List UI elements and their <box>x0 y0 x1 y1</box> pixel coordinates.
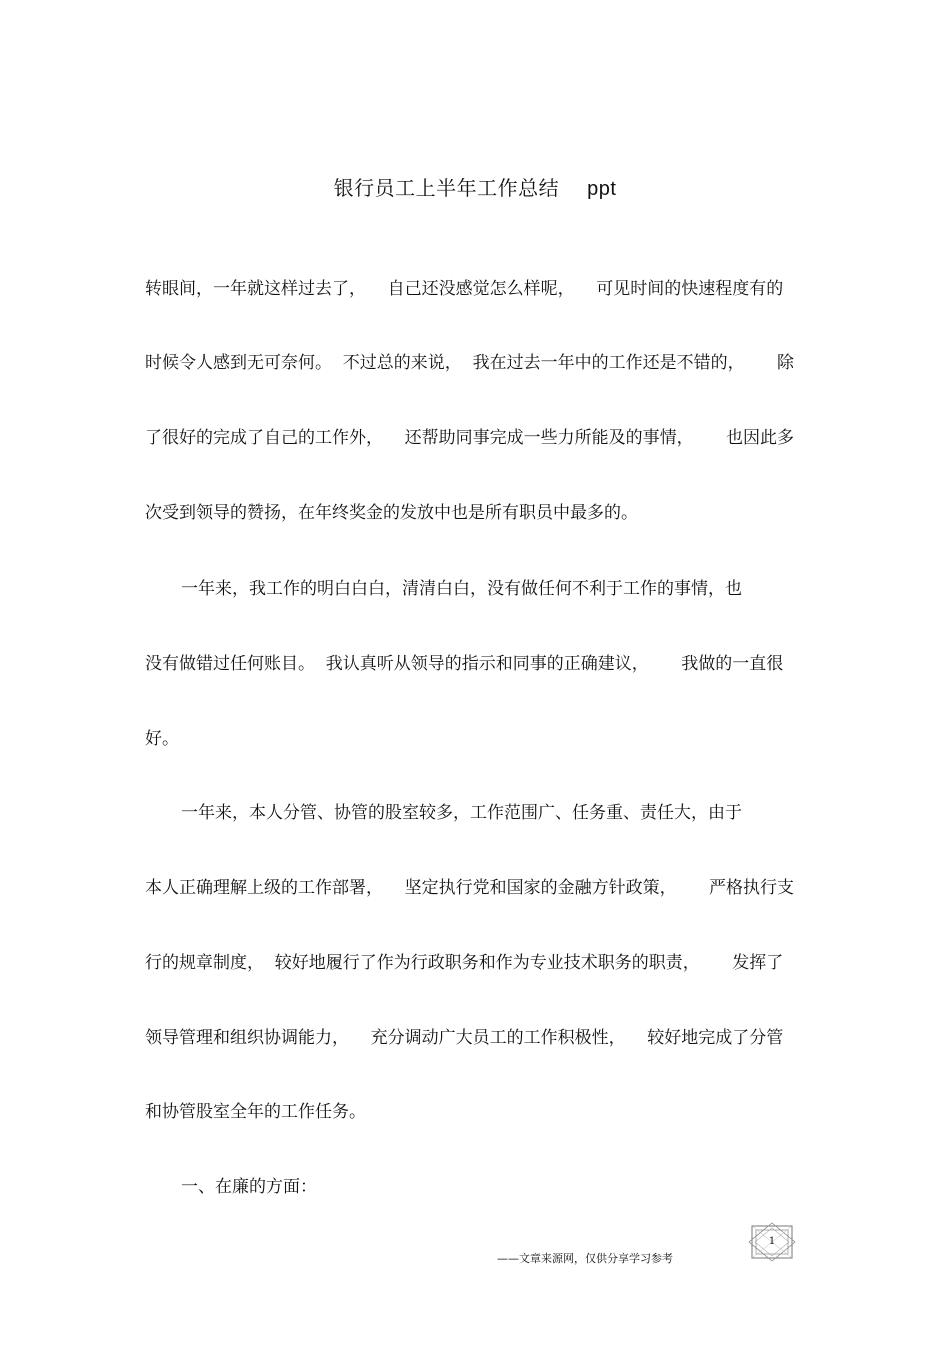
paragraph-line: 本人正确理解上级的工作部署， 坚定执行党和国家的金融方针政策， 严格执行支 <box>145 878 795 898</box>
paragraph-line: 时候令人感到无可奈何。 不过总的来说， 我在过去一年中的工作还是不错的， 除 <box>145 353 795 373</box>
page-number: 1 <box>768 1236 776 1247</box>
paragraph-line: 行的规章制度， 较好地履行了作为行政职务和作为专业技术职务的职责， 发挥了 <box>145 953 784 973</box>
paragraph-line: 一年来，本人分管、协管的股室较多，工作范围广、任务重、责任大，由于 <box>181 803 742 823</box>
paragraph-line: 次受到领导的赞扬，在年终奖金的发放中也是所有职员中最多的。 <box>145 503 638 523</box>
paragraph-line: 了很好的完成了自己的工作外， 还帮助同事完成一些力所能及的事情， 也因此多 <box>145 428 795 448</box>
title-suffix: ppt <box>587 178 617 200</box>
source-note: ——文章来源网，仅供分享学习参考 <box>497 1252 673 1265</box>
document-title <box>0 172 950 201</box>
title-text: 银行员工上半年工作总结 <box>333 176 560 200</box>
page-number-badge <box>748 1222 796 1262</box>
paragraph-line: 转眼间，一年就这样过去了， 自己还没感觉怎么样呢， 可见时间的快速程度有的 <box>145 279 784 299</box>
paragraph-line: 一年来，我工作的明白白白，清清白白，没有做任何不利于工作的事情，也 <box>181 579 742 599</box>
paragraph-line: 领导管理和组织协调能力， 充分调动广大员工的工作积极性， 较好地完成了分管 <box>145 1028 784 1048</box>
paragraph-line: 和协管股室全年的工作任务。 <box>145 1102 366 1122</box>
paragraph-line: 好。 <box>145 729 179 749</box>
section-heading: 一、在廉的方面： <box>181 1177 317 1197</box>
paragraph-line: 没有做错过任何账目。 我认真听从领导的指示和同事的正确建议， 我做的一直很 <box>145 654 784 674</box>
